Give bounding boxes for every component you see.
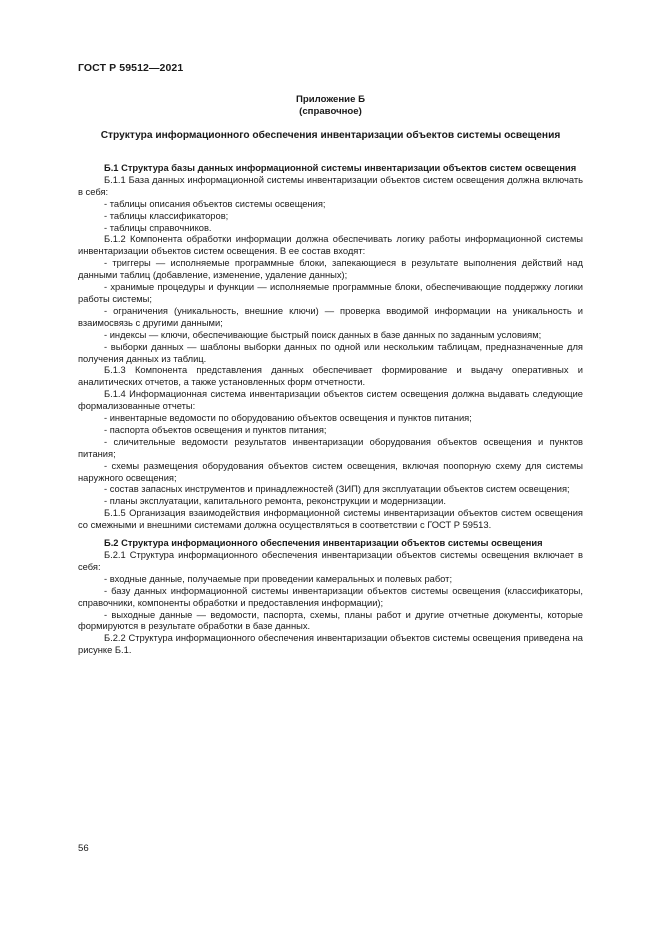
paragraph: - ограничения (уникальность, внешние ключи) — проверка вводимой информации на уникальность и взаимосвязь с другими данными; [78, 305, 583, 328]
paragraph: - выборки данных — шаблоны выборки данных по одной или нескольким таблицам, предназначенные для получения данных из таблиц. [78, 341, 583, 364]
paragraph: - паспорта объектов освещения и пунктов питания; [104, 424, 327, 435]
appendix-title: Структура информационного обеспечения инвентаризации объектов системы освещения [100, 130, 561, 141]
paragraph: - состав запасных инструментов и принадлежностей (ЗИП) для эксплуатации объектов систем освещения; [104, 484, 570, 495]
paragraph: - базу данных информационной системы инвентаризации объектов системы освещения (классификаторы, справочники, компоненты обработки и предоставления информации); [78, 585, 583, 608]
section-heading: Б.2 Структура информационного обеспечения инвентаризации объектов системы освещения [104, 538, 543, 549]
body-text [78, 163, 583, 657]
page-number: 56 [78, 843, 89, 854]
paragraph: - сличительные ведомости результатов инвентаризации оборудования объектов освещения и пунктов питания; [78, 436, 583, 459]
paragraph: Б.1.1 База данных информационной системы инвентаризации объектов систем освещения должна включать в себя: [78, 174, 583, 197]
paragraph: Б.1.4 Информационная система инвентаризации объектов систем освещения должна выдавать следующие формализованные отчеты: [78, 389, 583, 412]
paragraph: - схемы размещения оборудования объектов систем освещения, включая поопорную схему для системы наружного освещения; [78, 460, 583, 483]
appendix-label: Приложение Б [296, 94, 365, 105]
appendix-heading [78, 94, 583, 118]
paragraph: Б.1.2 Компонента обработки информации должна обеспечивать логику работы информационной системы инвентаризации объектов систем освещения. В ее состав входят: [78, 234, 583, 257]
paragraph: - хранимые процедуры и функции — исполняемые программные блоки, обеспечивающие поддержку логики работы системы; [78, 282, 583, 304]
paragraph: - таблицы описания объектов системы освещения; [104, 198, 326, 209]
paragraph: Б.1.3 Компонента представления данных обеспечивает формирование и выдачу оперативных и аналитических отчетов, а также установленных форм отчетности. [78, 365, 583, 388]
paragraph: - выходные данные — ведомости, паспорта, схемы, планы работ и другие отчетные документы, которые формируются в результате обработки в базе данных. [78, 609, 583, 632]
paragraph: Б.2.2 Структура информационного обеспечения инвентаризации объектов системы освещения приведена на рисунке Б.1. [78, 633, 583, 656]
paragraph: - планы эксплуатации, капитального ремонта, реконструкции и модернизации. [104, 496, 446, 507]
paragraph: - входные данные, получаемые при проведении камеральных и полевых работ; [104, 573, 453, 584]
standard-code: ГОСТ Р 59512—2021 [78, 62, 184, 74]
paragraph: Б.1.5 Организация взаимодействия информационной системы инвентаризации объектов систем освещения со смежными и внешними системами должна осуществляться в соответствии с ГОСТ Р 59513. [78, 508, 583, 531]
paragraph: - индексы — ключи, обеспечивающие быстрый поиск данных в базе данных по заданным условиям; [104, 329, 542, 340]
paragraph: - таблицы классификаторов; [104, 210, 229, 221]
appendix-type: (справочное) [299, 106, 362, 117]
section-heading: Б.1 Структура базы данных информационной системы инвентаризации объектов систем освещения [104, 163, 577, 173]
paragraph: - таблицы справочников. [104, 222, 212, 233]
paragraph: Б.2.1 Структура информационного обеспечения инвентаризации объектов системы освещения включает в себя: [78, 550, 583, 572]
paragraph: - инвентарные ведомости по оборудованию объектов освещения и пунктов питания; [104, 413, 472, 424]
paragraph: - триггеры — исполняемые программные блоки, запекающиеся в результате выполнения действий над данными таблиц (добавление, изменение, удаление данных); [78, 258, 583, 281]
